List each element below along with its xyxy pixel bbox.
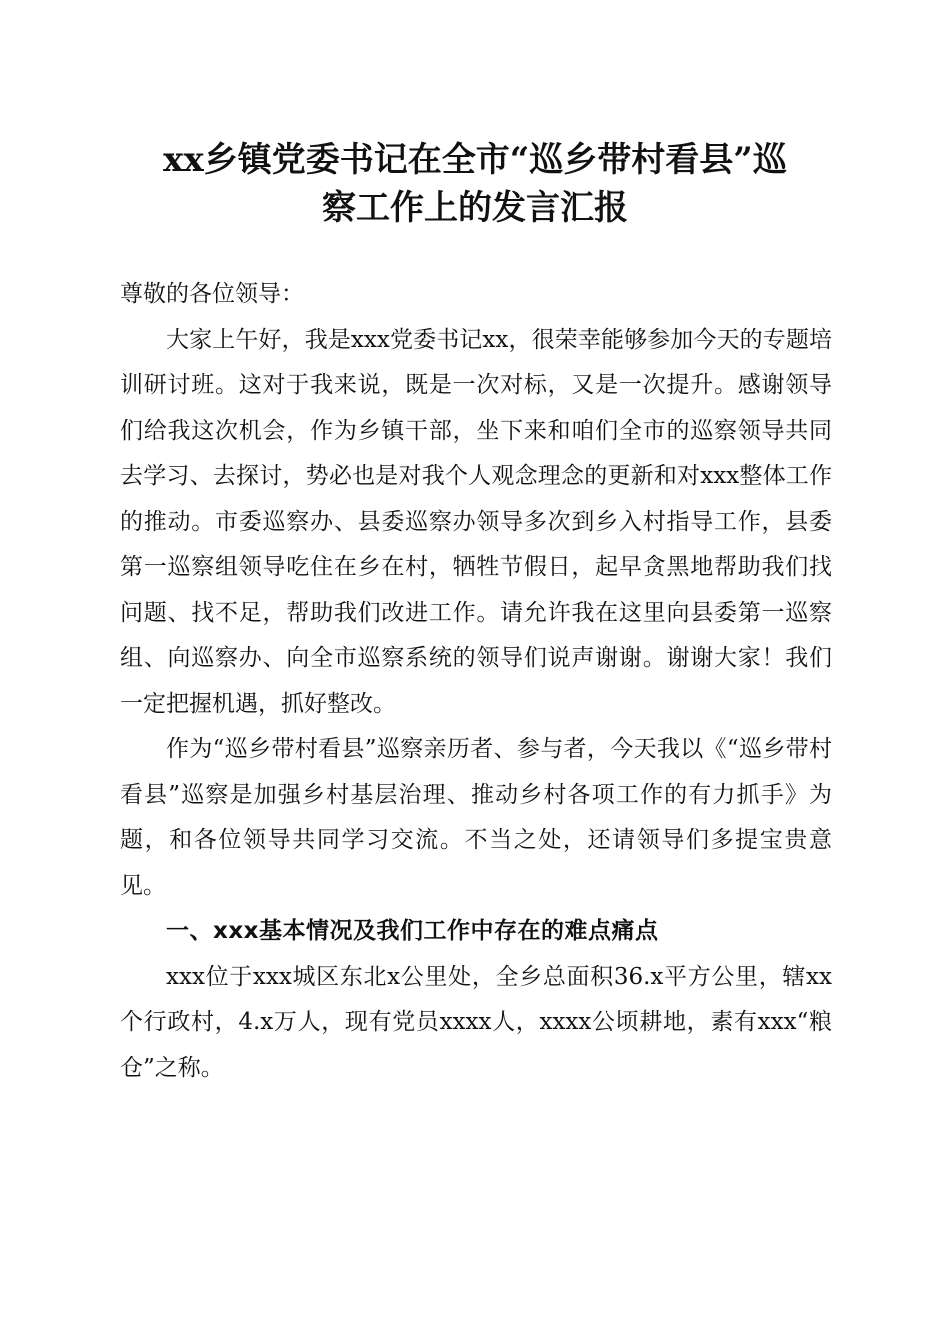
section-heading: 一、xxx基本情况及我们工作中存在的难点痛点 [166, 918, 659, 944]
salutation: 尊敬的各位领导： [120, 281, 304, 307]
title-line-1: xx乡镇党委书记在全市“巡乡带村看县”巡 [163, 140, 787, 180]
paragraph-topic: 作为“巡乡带村看县”巡察亲历者、参与者，今天我以《“巡乡带村看县”巡察是加强乡村基层治理、推动乡村各项工作的有力抓手》为题，和各位领导共同学习交流。不当之处，还请领导们多提宝贵意见。 [120, 736, 832, 899]
paragraph-opening: 大家上午好，我是xxx党委书记xx，很荣幸能够参加今天的专题培训研讨班。这对于我来说，既是一次对标，又是一次提升。感谢领导们给我这次机会，作为乡镇干部，坐下来和咱们全市的巡察领导共同去学习、去探讨，势必也是对我个人观念理念的更新和对xxx整体工作的推动。市委巡察办、县委巡察办领导多次到乡入村指导工作，县委第一巡察组领导吃住在乡在村，牺牲节假日，起早贪黑地帮助我们找问题、找不足，帮助我们改进工作。请允许我在这里向县委第一巡察组、向巡察办、向全市巡察系统的领导们说声谢谢。谢谢大家！我们一定把握机遇，抓好整改。 [120, 326, 832, 717]
paragraph-basic-info: xxx位于xxx城区东北x公里处，全乡总面积36.x平方公里，辖xx个行政村，4.x万人，现有党员xxxx人，xxxx公顷耕地，素有xxx“粮仓”之称。 [120, 963, 832, 1081]
document-title [100, 136, 850, 232]
document-body [120, 272, 832, 1091]
title-line-2: 察工作上的发言汇报 [322, 188, 628, 228]
